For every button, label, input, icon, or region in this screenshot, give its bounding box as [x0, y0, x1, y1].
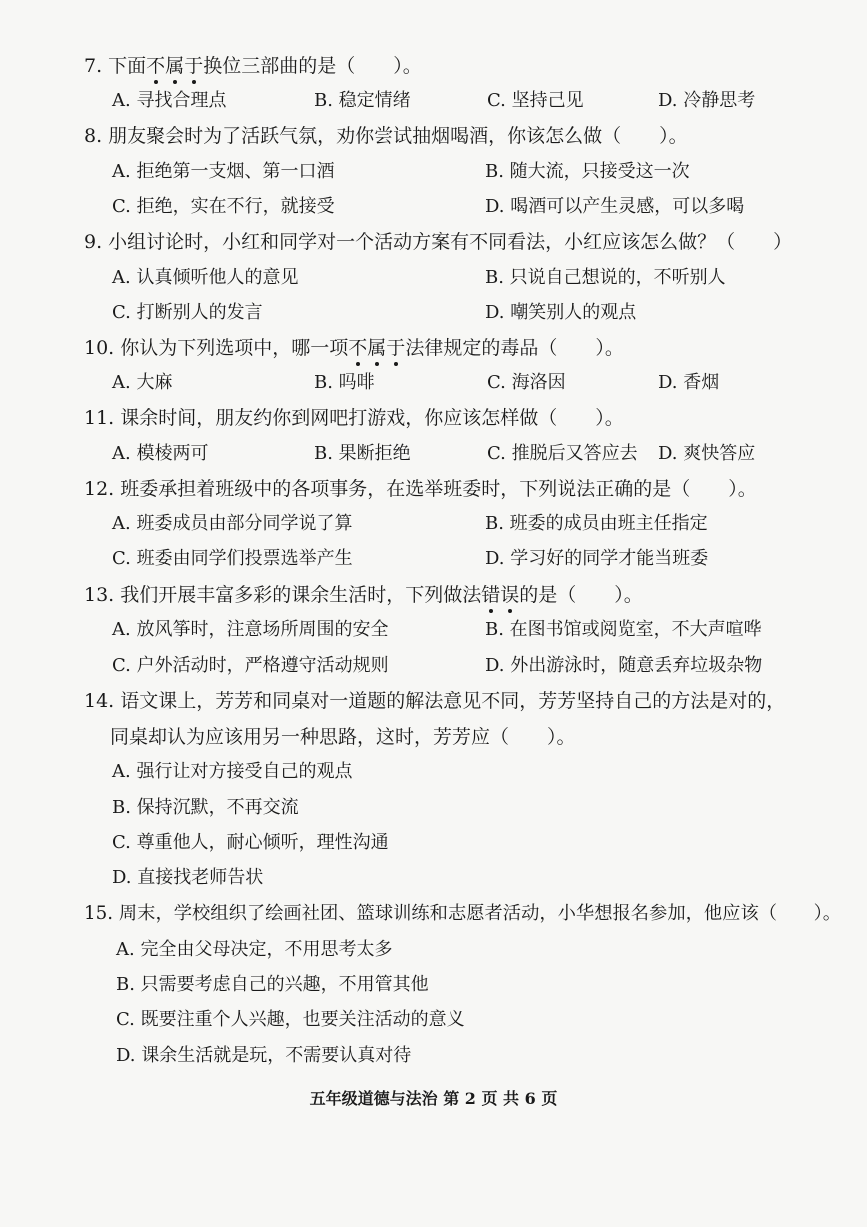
option-a: A. 完全由父母决定，不用思考太多	[116, 939, 393, 960]
stem-text: 7. 下面	[84, 55, 147, 77]
option-b: B. 在图书馆或阅览室，不大声喧哗	[485, 619, 762, 640]
option-d: D. 外出游泳时，随意丢弃垃圾杂物	[485, 655, 763, 676]
option-a: A. 认真倾听他人的意见	[112, 267, 299, 288]
emphasis-char: 于	[184, 55, 204, 77]
option-b: B. 稳定情绪	[314, 90, 411, 111]
option-b: B. 果断拒绝	[314, 443, 411, 464]
option-d: D. 嘲笑别人的观点	[485, 302, 637, 323]
option-a: A. 大麻	[112, 372, 173, 393]
option-c: C. 打断别人的发言	[112, 302, 263, 323]
stem-text: 法律规定的毒品（ ）。	[405, 337, 624, 359]
emphasis-char: 不	[348, 337, 368, 359]
option-c: C. 班委由同学们投票选举产生	[112, 548, 353, 569]
emphasis-char: 误	[500, 584, 520, 606]
option-a: A. 模棱两可	[112, 443, 209, 464]
option-a: A. 寻找合理点	[112, 90, 227, 111]
option-a: A. 放风筝时，注意场所周围的安全	[112, 619, 389, 640]
emphasis-char: 不	[146, 55, 166, 77]
option-d: D. 学习好的同学才能当班委	[485, 548, 709, 569]
stem-text: 换位三部曲的是（ ）。	[203, 55, 422, 77]
stem-text: 的是（ ）。	[519, 584, 643, 606]
emphasis-char: 错	[481, 584, 501, 606]
option-c: C. 坚持己见	[487, 90, 584, 111]
option-c: C. 既要注重个人兴趣，也要关注活动的意义	[116, 1009, 465, 1030]
emphasis-chars	[146, 55, 203, 77]
option-d: D. 直接找老师告状	[112, 867, 264, 888]
question-9-stem: 9. 小组讨论时，小红和同学对一个活动方案有不同看法，小红应该怎么做？（ ）	[84, 231, 793, 253]
option-c: C. 拒绝，实在不行，就接受	[112, 196, 335, 217]
option-a: A. 拒绝第一支烟、第一口酒	[112, 161, 335, 182]
question-11-stem: 11. 课余时间，朋友约你到网吧打游戏，你应该怎样做（ ）。	[84, 407, 624, 429]
question-13-stem	[84, 583, 643, 607]
question-14-stem-line2: 同桌却认为应该用另一种思路，这时，芳芳应（ ）。	[110, 726, 576, 748]
question-14-stem: 14. 语文课上，芳芳和同桌对一道题的解法意见不同，芳芳坚持自己的方法是对的，	[84, 690, 786, 712]
option-d: D. 香烟	[658, 372, 720, 393]
option-b: B. 只需要考虑自己的兴趣，不用管其他	[116, 974, 429, 995]
option-c: C. 海洛因	[487, 372, 566, 393]
option-c: C. 户外活动时，严格遵守活动规则	[112, 655, 389, 676]
option-d: D. 冷静思考	[658, 90, 756, 111]
emphasis-char: 属	[367, 337, 387, 359]
option-b: B. 班委的成员由班主任指定	[485, 513, 708, 534]
emphasis-char: 属	[165, 55, 185, 77]
option-b: B. 保持沉默，不再交流	[112, 797, 299, 818]
option-b: B. 吗啡	[314, 372, 375, 393]
question-8-stem: 8. 朋友聚会时为了活跃气氛，劝你尝试抽烟喝酒，你该怎么做（ ）。	[84, 125, 688, 147]
question-15-stem: 15. 周末，学校组织了绘画社团、篮球训练和志愿者活动，小华想报名参加，他应该（ ）。	[84, 903, 841, 924]
question-7-stem	[84, 54, 422, 78]
emphasis-text	[146, 55, 203, 77]
option-b: B. 只说自己想说的，不听别人	[485, 267, 726, 288]
question-12-stem: 12. 班委承担着班级中的各项事务，在选举班委时，下列说法正确的是（ ）。	[84, 478, 757, 500]
option-b: B. 随大流，只接受这一次	[485, 161, 690, 182]
option-a: A. 班委成员由部分同学说了算	[112, 513, 353, 534]
option-a: A. 强行让对方接受自己的观点	[112, 761, 353, 782]
option-c: C. 尊重他人，耐心倾听，理性沟通	[112, 832, 389, 853]
option-d: D. 课余生活就是玩，不需要认真对待	[116, 1045, 412, 1066]
option-d: D. 喝酒可以产生灵感，可以多喝	[485, 196, 745, 217]
stem-text: 13. 我们开展丰富多彩的课余生活时，下列做法	[84, 584, 482, 606]
emphasis-chars	[481, 584, 519, 606]
page-footer: 五年级道德与法治 第 2 页 共 6 页	[309, 1089, 558, 1108]
stem-text: 10. 你认为下列选项中，哪一项	[84, 337, 349, 359]
emphasis-char: 于	[386, 337, 406, 359]
option-d: D. 爽快答应	[658, 443, 756, 464]
question-10-stem	[84, 336, 624, 360]
option-c: C. 推脱后又答应去	[487, 443, 638, 464]
emphasis-chars	[348, 337, 405, 359]
